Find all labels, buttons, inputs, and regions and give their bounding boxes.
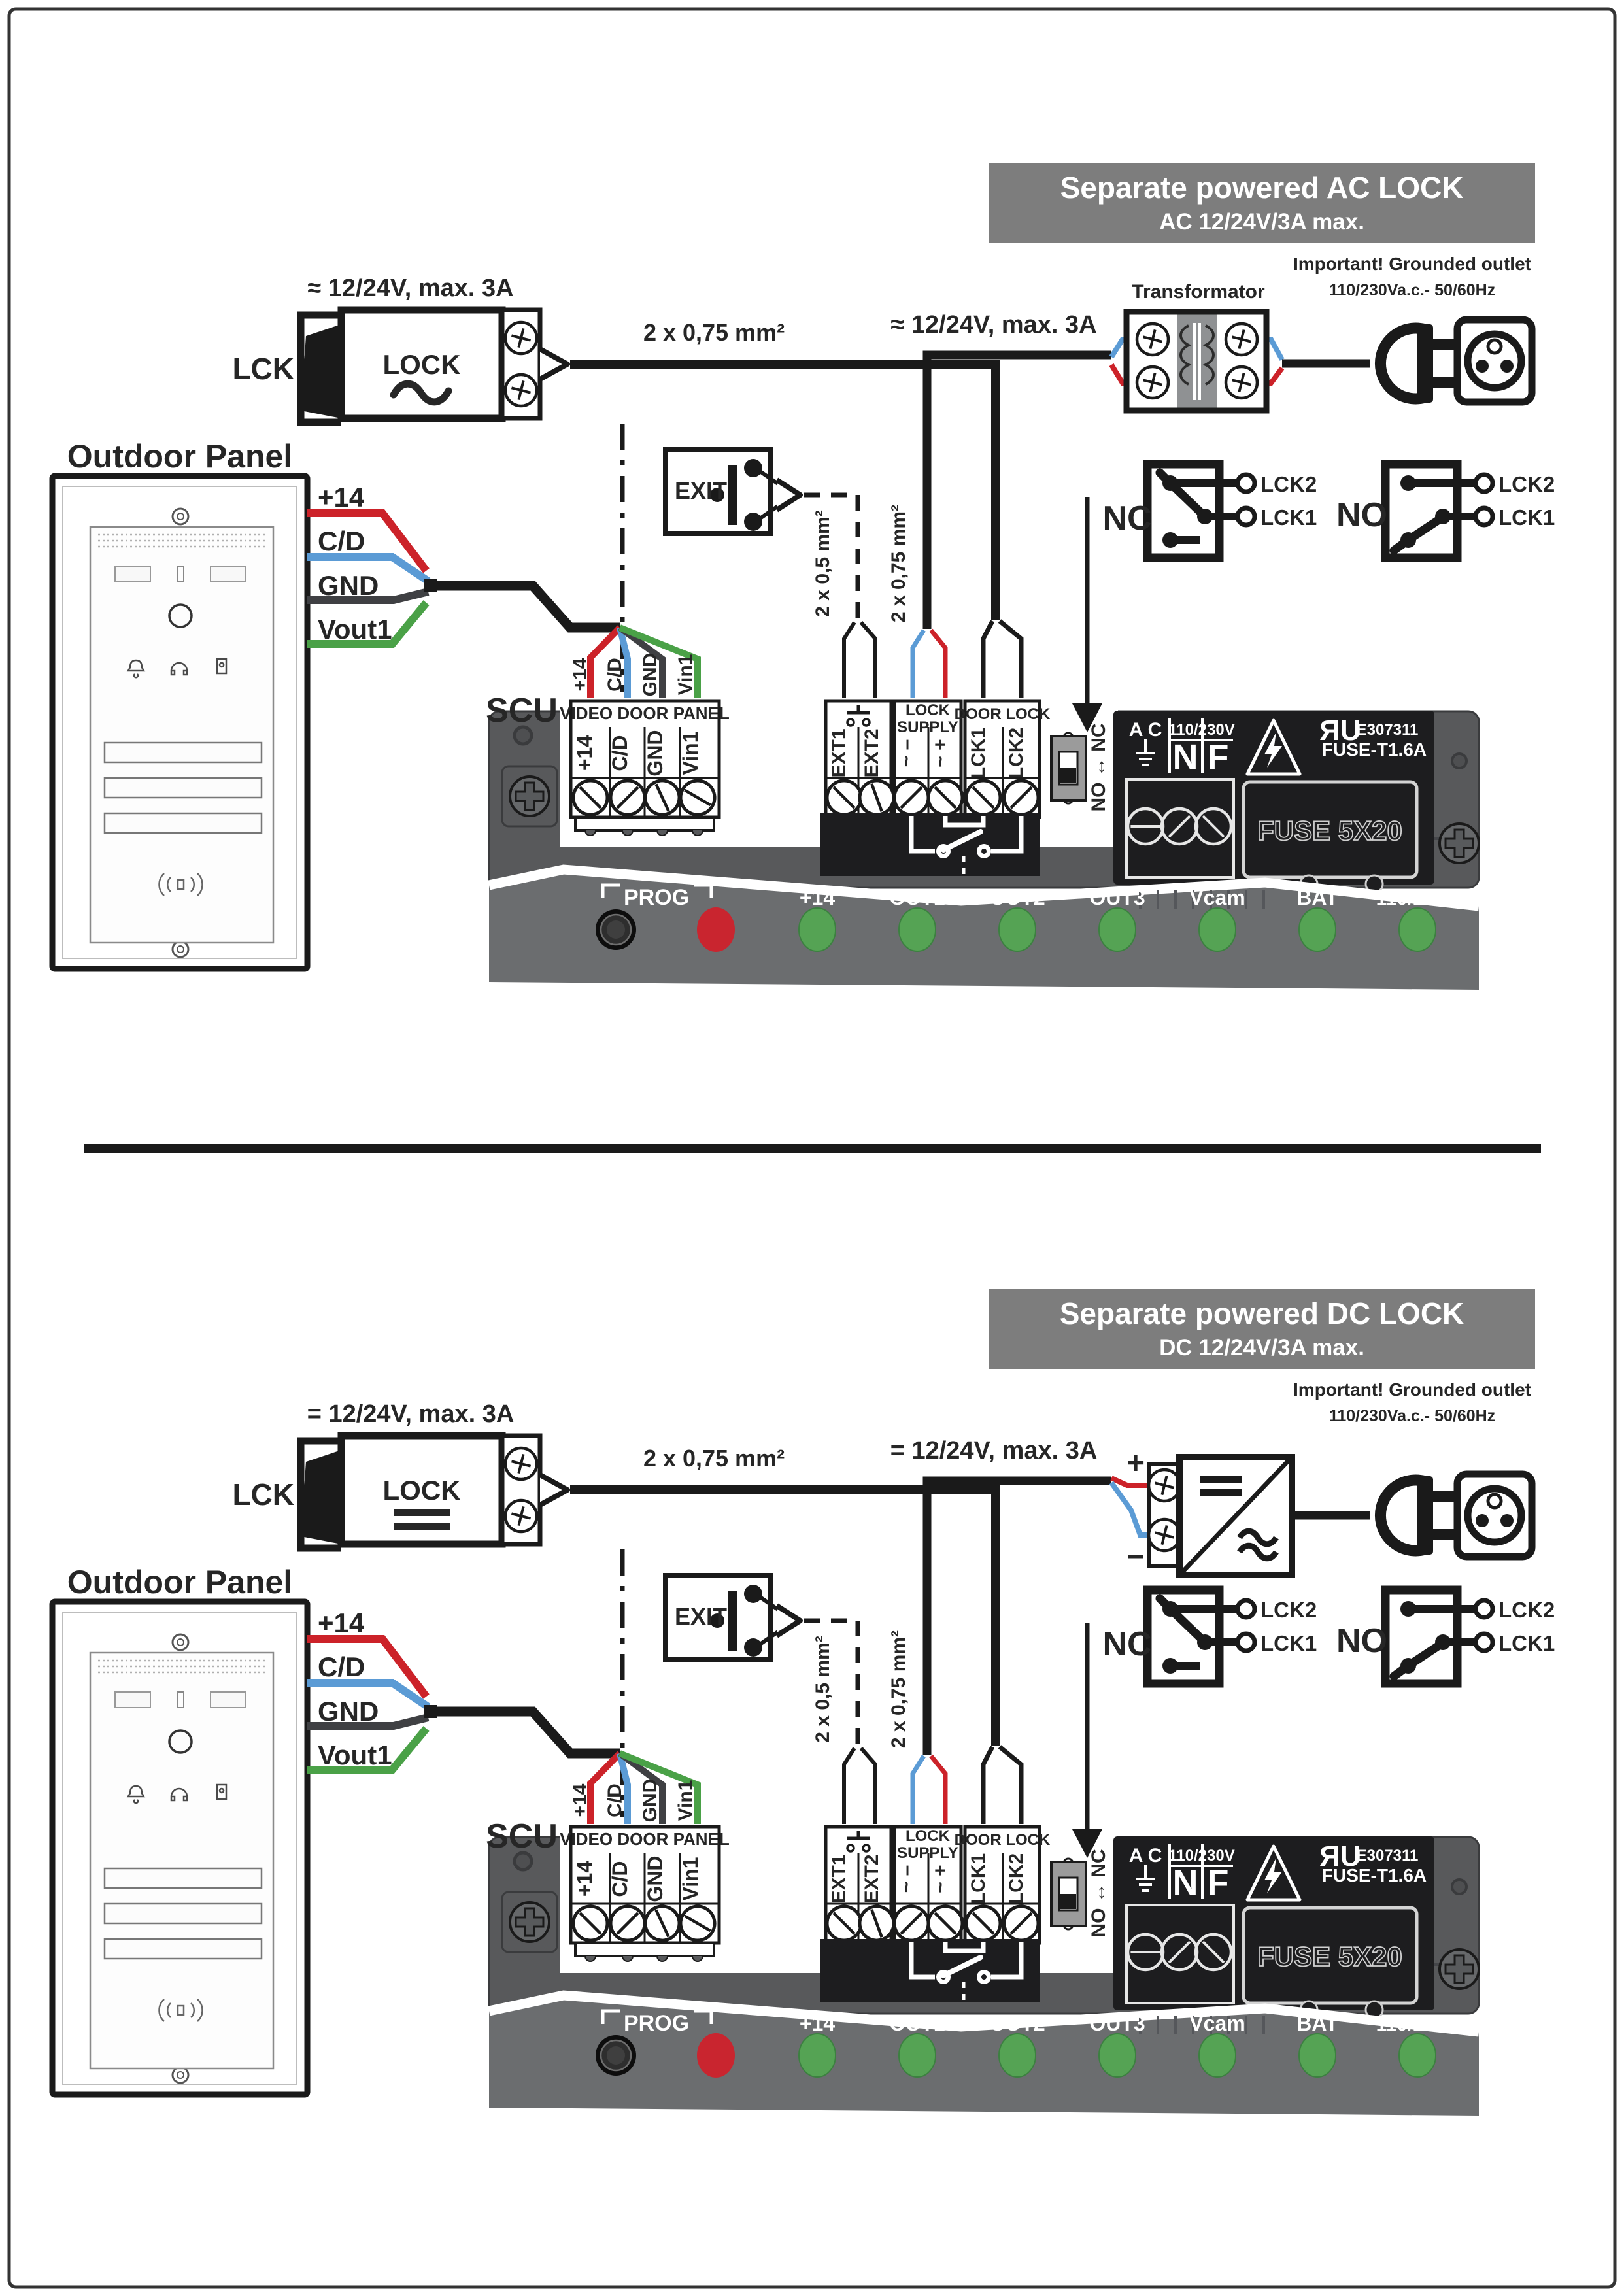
fan-wire-label: GND: [639, 1778, 661, 1823]
banner-title: Separate powered AC LOCK: [1060, 171, 1464, 205]
ext-terminal: EXT2: [861, 1854, 883, 1904]
wire-gauge-thick-label: 2 x 0,75 mm²: [888, 1630, 909, 1749]
supply-voltage-label: ≈ 12/24V, max. 3A: [890, 311, 1097, 339]
wire-gauge-thick-label: 2 x 0,75 mm²: [888, 504, 909, 623]
fan-wire-label: +14: [569, 1783, 591, 1817]
panel-wire-label: Vout1: [318, 614, 392, 645]
psu-plus-label: +: [1126, 1446, 1145, 1481]
panel-wire-label: GND: [318, 1696, 379, 1727]
relay-terminal-label: LCK1: [1260, 505, 1317, 530]
door-lock-title: DOOR LOCK: [954, 1831, 1051, 1849]
door-lock-title: DOOR LOCK: [954, 705, 1051, 723]
ls-terminal: ~ +: [930, 1865, 951, 1893]
relay-terminal-label: LCK1: [1498, 505, 1555, 530]
fuse-rating: FUSE-T1.6A: [1321, 1865, 1427, 1885]
no-label: NO: [1336, 496, 1387, 534]
ext-terminal: EXT2: [861, 728, 883, 778]
nc-label: NC: [1102, 499, 1152, 537]
panel-wire-label: C/D: [318, 1651, 365, 1682]
panel-wire-label: +14: [318, 482, 365, 513]
fuse-size: FUSE 5X20: [1257, 815, 1402, 846]
banner-subtitle: DC 12/24V/3A max.: [1159, 1335, 1364, 1360]
led-label: BAT: [1296, 2012, 1338, 2035]
led-label: OUT2: [989, 886, 1045, 909]
transformer-icon: [1111, 312, 1282, 411]
scu-label: SCU: [486, 1817, 558, 1855]
mains-voltage-label: 110/230V: [1168, 721, 1235, 739]
led-label: +14: [799, 2012, 836, 2035]
lock-label: LOCK: [382, 1475, 461, 1506]
phase-label: F: [1207, 1863, 1229, 1902]
fan-wire-label: C/D: [604, 658, 626, 692]
fan-wire-label: C/D: [604, 1783, 626, 1817]
dl-terminal: LCK1: [968, 1853, 989, 1905]
wire-gauge-label: 2 x 0,75 mm²: [643, 319, 785, 346]
ul-code: E307311: [1356, 1847, 1419, 1865]
switch-label: NO ↔ NC: [1088, 1849, 1109, 1938]
fan-wire-label: Vin1: [675, 1780, 696, 1821]
panel-wire-label: Vout1: [318, 1740, 392, 1770]
scu-label: SCU: [486, 692, 558, 730]
mains-voltage-label: 110/230V: [1168, 1847, 1235, 1865]
relay-terminal-label: LCK2: [1498, 1598, 1555, 1622]
vdp-terminal: C/D: [608, 1861, 632, 1897]
lock-voltage-label: = 12/24V, max. 3A: [307, 1400, 515, 1428]
mains-spec: 110/230Va.c.- 50/60Hz: [1328, 281, 1496, 299]
vdp-terminal: Vin1: [679, 731, 702, 775]
relay-terminal-label: LCK2: [1260, 1598, 1317, 1622]
lck-label: LCK: [232, 352, 294, 386]
neutral-label: N: [1172, 737, 1198, 777]
led-label: BAT: [1296, 886, 1338, 909]
lock-supply-title: LOCK: [905, 1827, 950, 1845]
supply-voltage-label: = 12/24V, max. 3A: [890, 1437, 1098, 1464]
led-label: Vcam: [1189, 886, 1245, 909]
outdoor-panel-title: Outdoor Panel: [67, 438, 293, 475]
vdp-terminal: C/D: [608, 735, 632, 771]
ext-terminal: EXT1: [828, 1854, 850, 1904]
lock-supply-title: LOCK: [905, 701, 950, 719]
vdp-terminal: Vin1: [679, 1857, 702, 1901]
led-label: OUT1: [889, 886, 945, 909]
nc-label: NC: [1102, 1625, 1152, 1663]
led-label: OUT3: [1089, 886, 1145, 909]
panel-wire-label: GND: [318, 570, 379, 601]
prog-label: PROG: [623, 885, 690, 910]
switch-label: NO ↔ NC: [1088, 723, 1109, 812]
led-label: OUT2: [989, 2012, 1045, 2035]
ext-terminal: EXT1: [828, 728, 850, 778]
exit-label: EXIT: [675, 1603, 728, 1630]
fan-wire-label: Vin1: [675, 654, 696, 696]
wire-gauge-label: 2 x 0,75 mm²: [643, 1445, 785, 1472]
relay-terminal-label: LCK1: [1260, 1631, 1317, 1655]
banner-title: Separate powered DC LOCK: [1059, 1296, 1464, 1330]
ul-code: E307311: [1356, 721, 1419, 739]
relay-terminal-label: LCK2: [1498, 472, 1555, 496]
panel-wire-label: +14: [318, 1608, 365, 1638]
relay-terminal-label: LCK2: [1260, 472, 1317, 496]
lock-supply-title: SUPPLY: [897, 1844, 958, 1862]
lock-voltage-label: ≈ 12/24V, max. 3A: [307, 275, 514, 302]
outlet-icon: [1457, 320, 1532, 402]
ac-terminal-label: A C: [1128, 719, 1162, 741]
phase-label: F: [1207, 737, 1229, 777]
neutral-label: N: [1172, 1863, 1198, 1902]
vdp-terminal: +14: [573, 1861, 596, 1897]
led-label: +14: [799, 886, 836, 909]
important-note: Important! Grounded outlet: [1293, 254, 1531, 274]
wire-gauge-thin-label: 2 x 0,5 mm²: [812, 510, 834, 617]
important-note: Important! Grounded outlet: [1293, 1379, 1531, 1400]
psu-minus-label: –: [1126, 1538, 1145, 1572]
vdp-title: VIDEO DOOR PANEL: [560, 703, 730, 723]
fan-wire-label: GND: [639, 652, 661, 697]
dl-terminal: LCK2: [1006, 1853, 1027, 1905]
vdp-terminal: GND: [643, 1855, 667, 1902]
exit-label: EXIT: [675, 477, 728, 504]
ls-terminal: ~ –: [896, 1865, 917, 1893]
vdp-terminal: +14: [573, 735, 596, 771]
ls-terminal: ~ +: [930, 739, 951, 768]
dl-terminal: LCK1: [968, 727, 989, 779]
outlet-icon: [1457, 1474, 1532, 1557]
ul-mark-icon: ЯU: [1319, 715, 1361, 747]
lock-supply-title: SUPPLY: [897, 718, 958, 736]
vdp-title: VIDEO DOOR PANEL: [560, 1829, 730, 1849]
lck-label: LCK: [232, 1477, 294, 1511]
transformer-label: Transformator: [1132, 281, 1265, 303]
no-label: NO: [1336, 1622, 1387, 1660]
wire-gauge-thin-label: 2 x 0,5 mm²: [812, 1636, 834, 1743]
banner-subtitle: AC 12/24V/3A max.: [1159, 209, 1364, 235]
panel-wire-label: C/D: [318, 526, 365, 556]
led-label: 110/230V: [1376, 888, 1459, 909]
fuse-size: FUSE 5X20: [1257, 1941, 1402, 1972]
ul-mark-icon: ЯU: [1319, 1840, 1361, 1872]
fan-wire-label: +14: [569, 658, 591, 692]
led-label: OUT1: [889, 2012, 945, 2035]
dl-terminal: LCK2: [1006, 727, 1027, 779]
outdoor-panel-title: Outdoor Panel: [67, 1564, 293, 1600]
ls-terminal: ~ –: [896, 739, 917, 768]
mains-spec: 110/230Va.c.- 50/60Hz: [1328, 1407, 1496, 1425]
ac-terminal-label: A C: [1128, 1845, 1162, 1866]
led-label: 110/230V: [1376, 2014, 1459, 2035]
relay-terminal-label: LCK1: [1498, 1631, 1555, 1655]
led-label: Vcam: [1189, 2012, 1245, 2035]
prog-label: PROG: [623, 2011, 690, 2036]
led-label: OUT3: [1089, 2012, 1145, 2035]
vdp-terminal: GND: [643, 730, 667, 777]
fuse-rating: FUSE-T1.6A: [1321, 739, 1427, 760]
lock-label: LOCK: [382, 349, 461, 380]
